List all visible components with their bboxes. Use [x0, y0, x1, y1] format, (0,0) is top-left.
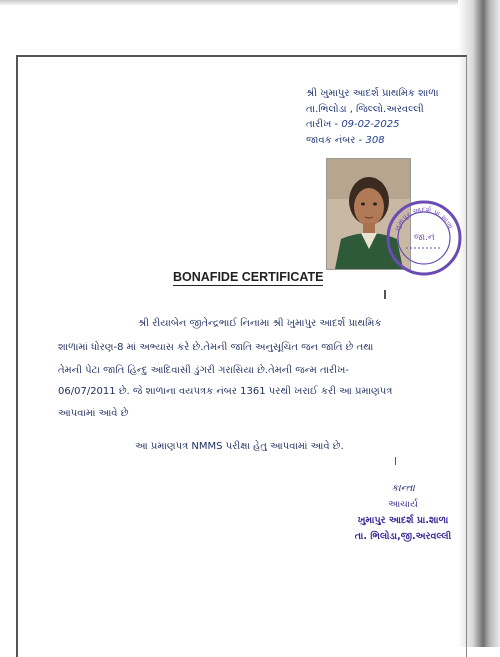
stamp-line-1: ખુમાપુર આદર્શ પ્રા.શાળા	[357, 515, 449, 526]
scan-shadow-top	[0, 0, 500, 6]
stamp-line-2: તા. ભિલોડા,જી.અરવલ્લી	[354, 531, 452, 542]
outward-number-label: જાવક નંબર -	[306, 134, 363, 146]
school-name: શ્રી ખુમાપુર આદર્શ પ્રાથમિક શાળા	[306, 88, 439, 99]
seal-center-text: જા.નં	[414, 233, 435, 243]
pen-mark	[384, 290, 386, 299]
signature: કાન્તા	[391, 483, 415, 494]
date-value: 09-02-2025	[341, 119, 400, 130]
certificate-title: BONAFIDE CERTIFICATE	[173, 270, 324, 284]
pen-mark-2	[395, 457, 396, 465]
purpose-line: આ પ્રમાણપત્ર NMMS પરીક્ષા હેતુ આપવામાં આવે છે.	[135, 441, 344, 452]
school-address: તા.ભિલોડા , જિલ્લો.અરવલ્લી	[306, 103, 424, 115]
date-row	[306, 117, 456, 133]
school-header	[306, 86, 456, 148]
body-line-5: આપવામાં આવે છે	[58, 408, 129, 419]
outward-number-row	[306, 133, 456, 149]
school-seal	[384, 198, 464, 278]
seal-ring-text: ખુમાપુર આદર્શ પ્રા.શાળા	[393, 205, 455, 233]
body-line-1: શ્રી રીયાબેન જીતેન્દ્રભાઈ નિનામા શ્રી ખુમાપુર આદર્શ પ્રાથમિક	[138, 318, 382, 329]
date-label: તારીખ -	[306, 119, 339, 130]
principal-title: આચાર્ય	[388, 499, 418, 510]
outward-number-value: 308	[365, 134, 385, 146]
principal-signature-block	[338, 481, 468, 545]
body-line-4: 06/07/2011 છે. જે શાળાના વયપત્રક નંબર 1361 પરથી ખરાઈ કરી આ પ્રમાણપત્ર	[58, 386, 393, 397]
body-line-3: તેમની પેટા જાતિ હિન્દુ આદિવાસી ડુંગરી ગરાસિયા છે.તેમની જન્મ તારીખ-	[58, 365, 349, 376]
body-line-2: શાળામાં ધોરણ-8 માં અભ્યાસ કરે છે.તેમની જાતિ અનુસૂચિત જન જાતિ છે તથા	[58, 342, 374, 353]
